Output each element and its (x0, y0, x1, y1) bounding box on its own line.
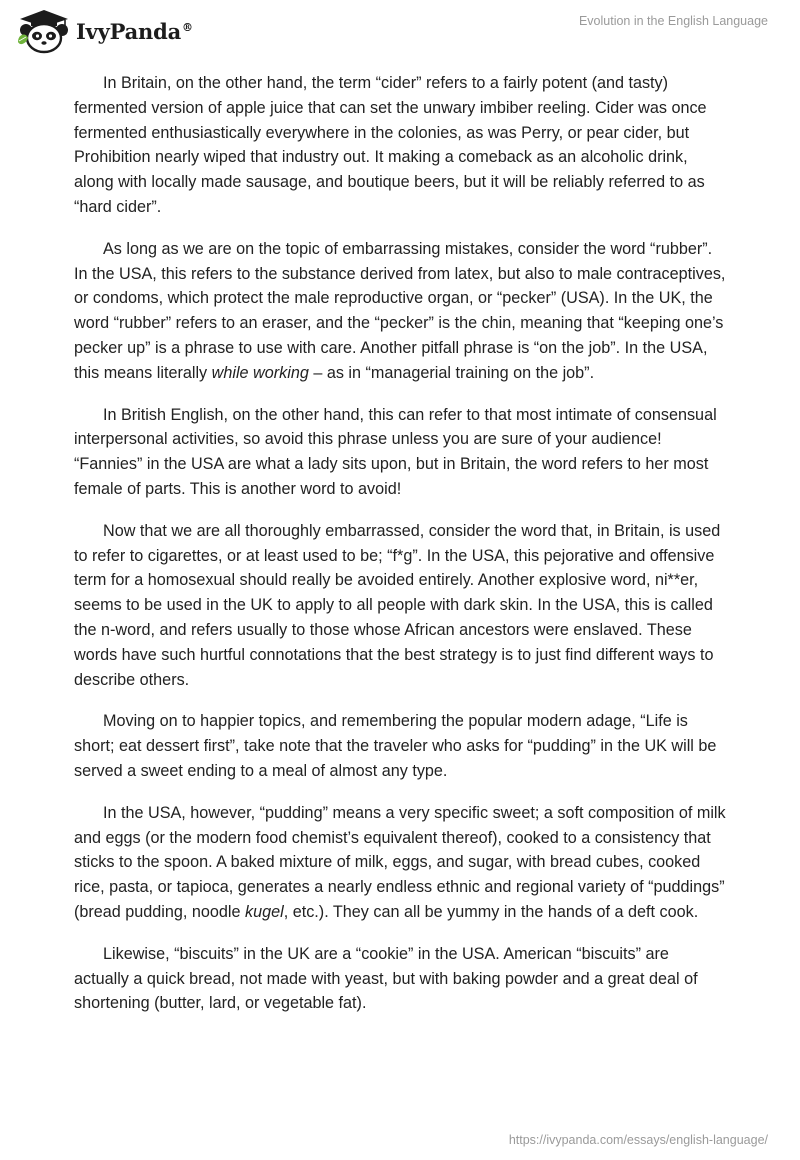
paragraph-5: Moving on to happier topics, and remembering the popular modern adage, “Life is short; eat dessert first”, take note that the traveler who asks for “pudding” in the UK will be served a sweet ending to a meal of almost any type. (74, 712, 717, 780)
paragraph-2-text-before: As long as we are on the topic of embarrassing mistakes, consider the word “rubber”. In the USA, this refers to the substance derived from latex, but also to male contraceptives, or condoms, which protect the male reproductive organ, or “pecker” (USA). In the UK, the word “rubber” refers to an eraser, and the “pecker” is the chin, meaning that “keeping one’s pecker up” is a phrase to use with care. Another pitfall phrase is “on the job”. In the USA, this means literally (74, 239, 726, 382)
footer-url[interactable]: https://ivypanda.com/essays/english-language/ (508, 1133, 768, 1147)
paragraph-1: In Britain, on the other hand, the term “cider” refers to a fairly potent (and tasty) fermented version of apple juice that can set the unwary imbiber reeling. Cider was once fermented enthusiastically everywhere in the colonies, as was Perry, or pear cider, but Prohibition nearly wiped that industry out. It making a comeback as an alcoholic drink, along with locally made sausage, and boutique beers, but it will be reliably referred to as “hard cider”. (74, 74, 707, 216)
paragraph-6 (74, 801, 728, 925)
paragraph-4: Now that we are all thoroughly embarrassed, consider the word that, in Britain, is used to refer to cigarettes, or at least used to be; “f*g”. In the USA, this pejorative and offensive term for a homosexual should really be avoided entirely. Another explosive word, ni**er, seems to be used in the UK to apply to all people with dark skin. In the USA, this is called the n-word, and refers usually to those whose African ancestors were enslaved. These words have such hurtful connotations that the best strategy is to just find different ways to describe others. (74, 521, 721, 689)
paragraph-2 (74, 237, 728, 386)
panda-graduate-icon (14, 8, 72, 54)
brand-logo[interactable] (14, 8, 193, 54)
document-title: Evolution in the English Language (578, 14, 768, 28)
paragraph-6-text-before: In the USA, however, “pudding” means a very specific sweet; a soft composition of milk and eggs (or the modern food chemist’s equivalent thereof), cooked to a consistency that sticks to the spoon. A baked mixture of milk, eggs, and sugar, with bread cubes, cooked rice, pasta, or tapioca, generates a nearly endless ethnic and regional variety of “puddings” (bread pudding, noodle (74, 803, 726, 921)
registered-mark: ® (182, 20, 193, 34)
paragraph-6-emphasis: kugel (245, 902, 284, 921)
brand-name: IvyPanda® (76, 18, 193, 44)
paragraph-2-text-after: – as in “managerial training on the job”. (308, 363, 595, 382)
page-header (0, 0, 800, 60)
paragraph-6-text-after: , etc.). They can all be yummy in the hands of a deft cook. (283, 902, 699, 921)
paragraph-2-emphasis: while working (211, 363, 309, 382)
paragraph-3: In British English, on the other hand, this can refer to that most intimate of consensual interpersonal activities, so avoid this phrase unless you are sure of your audience! “Fannies” in the USA are what a lady sits upon, but in Britain, the word refers to her most female of parts. This is another word to avoid! (74, 405, 717, 498)
paragraph-7: Likewise, “biscuits” in the UK are a “cookie” in the USA. American “biscuits” are actually a quick bread, not made with yeast, but with baking powder and a great deal of shortening (butter, lard, or vegetable fat). (74, 944, 698, 1013)
essay-body (74, 71, 728, 1033)
